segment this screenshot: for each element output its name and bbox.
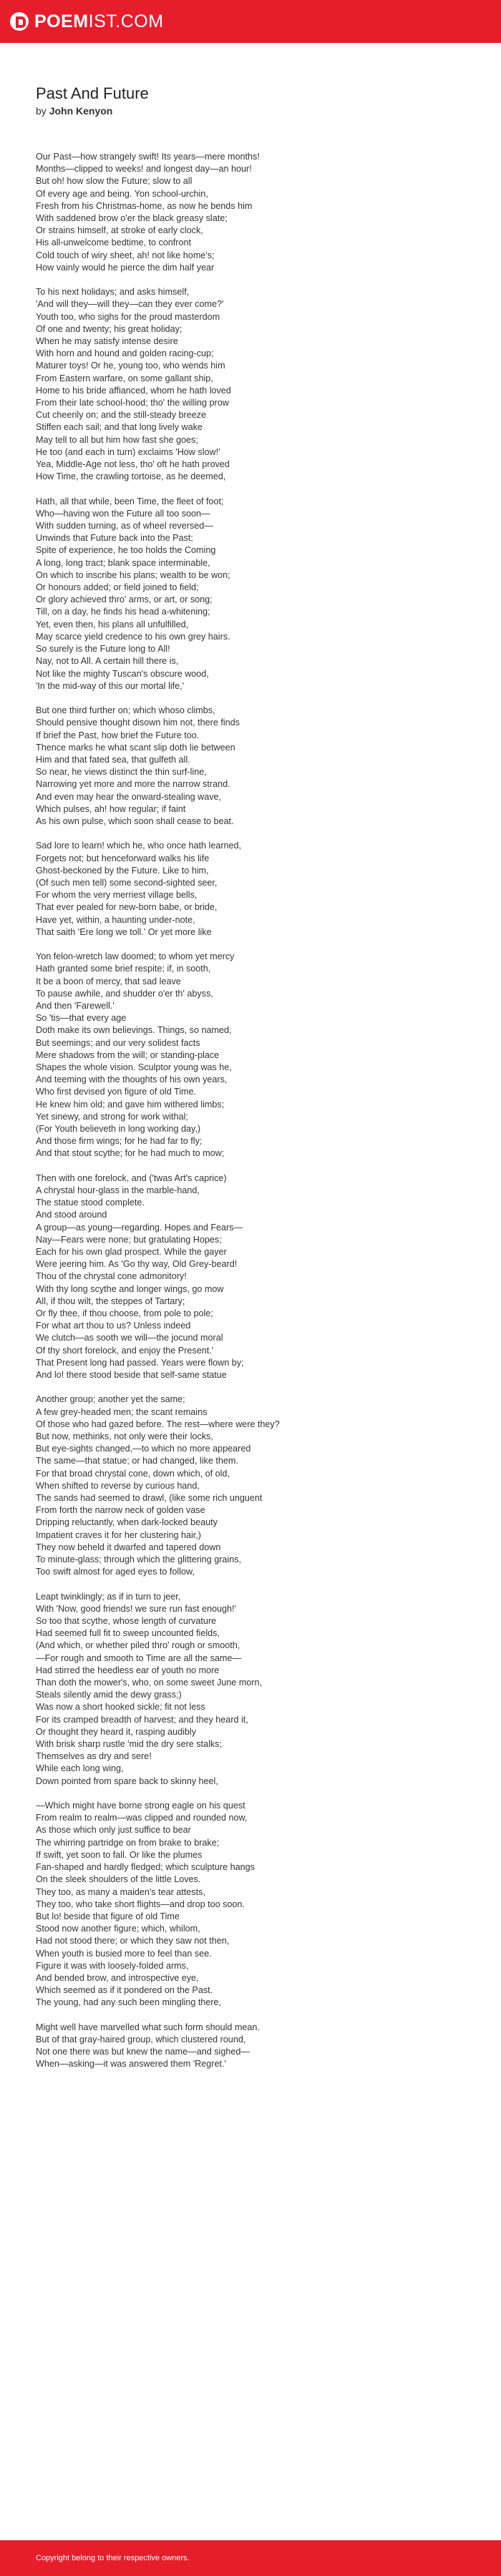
poem-body <box>36 151 472 2071</box>
poem-page <box>0 43 501 2540</box>
poem-line: With 'Now, good friends! we sure run fast enough!' <box>36 1603 236 1614</box>
poem-stanza <box>36 951 472 1160</box>
poem-line: A long, long tract; blank space interminable, <box>36 557 210 568</box>
poem-line: And that stout scythe; for he had much to mow; <box>36 1148 225 1159</box>
poem-line: Mere shadows from the will; or standing-place <box>36 1049 220 1060</box>
by-label: by <box>36 105 47 117</box>
poem-line: Of one and twenty; his great holiday; <box>36 323 183 334</box>
poem-line: For what art thou to us? Unless indeed <box>36 1321 191 1331</box>
poem-line: Was now a short hooked sickle; fit not less <box>36 1702 205 1713</box>
poem-line: From realm to realm—was clipped and rounded now, <box>36 1813 248 1823</box>
poem-line: —Which might have borne strong eagle on his quest <box>36 1801 245 1811</box>
poem-line: Cold touch of wiry sheet, ah! not like home's; <box>36 250 215 260</box>
copyright-text: Copyright belong to their respective owners. <box>36 2554 190 2562</box>
poem-line: Ghost-beckoned by the Future. Like to him, <box>36 865 209 876</box>
poem-line: Our Past—how strangely swift! Its years—mere months! <box>36 152 260 162</box>
poem-line: From forth the narrow neck of golden vase <box>36 1505 205 1516</box>
poem-line: Yet sinewy, and strong for work withal; <box>36 1111 188 1122</box>
poem-line: With saddened brow o'er the black greasy slate; <box>36 213 228 224</box>
poem-line: When he may satisfy intense desire <box>36 336 178 347</box>
poem-line: Not like the mighty Tuscan's obscure wood, <box>36 668 209 679</box>
poem-line: To pause awhile, and shudder o'er th' abyss, <box>36 988 213 999</box>
poem-line: On the sleek shoulders of the little Loves. <box>36 1874 201 1885</box>
poem-line: But now, methinks, not only were their locks, <box>36 1431 213 1442</box>
poem-line: Maturer toys! Or he, young too, who wends him <box>36 361 225 371</box>
poem-stanza <box>36 151 472 274</box>
poem-line: Forgets not; but henceforward walks his life <box>36 853 210 863</box>
poem-line: But of that gray-haired group, which clustered round, <box>36 2034 246 2044</box>
poem-line: And then 'Farewell.' <box>36 1000 115 1011</box>
poem-line: The whirring partridge on from brake to brake; <box>36 1837 220 1848</box>
poem-line: To minute-glass; through which the glittering grains, <box>36 1554 242 1565</box>
poem-line: Spite of experience, he too holds the Coming <box>36 545 216 556</box>
poem-stanza <box>36 1800 472 2009</box>
poem-line: Hath granted some brief respite; if, in sooth, <box>36 964 211 974</box>
poem-line: From Eastern warfare, on some gallant ship, <box>36 373 213 383</box>
poem-line: Figure it was with loosely-folded arms, <box>36 1960 189 1971</box>
poem-line: When shifted to reverse by curious hand, <box>36 1480 200 1491</box>
poem-line: Home to his bride affianced, whom he hath loved <box>36 385 231 396</box>
poem-line: How Time, the crawling tortoise, as he deemed, <box>36 471 226 482</box>
poem-line: (For Youth believeth in long working day,) <box>36 1123 201 1134</box>
poem-line: While each long wing, <box>36 1763 124 1774</box>
poem-line: So too that scythe, whose length of curvature <box>36 1616 217 1627</box>
poem-stanza <box>36 2022 472 2071</box>
poem-line: And even may hear the onward-stealing wave, <box>36 791 222 802</box>
poem-line: May scarce yield credence to his own grey hairs. <box>36 631 230 642</box>
poem-stanza <box>36 1172 472 1381</box>
poem-line: And bended brow, and introspective eye, <box>36 1972 199 1983</box>
poem-line: Yon felon-wretch law doomed; to whom yet mercy <box>36 951 235 962</box>
poem-line: That ever pealed for new-born babe, or bride, <box>36 902 218 913</box>
poem-line: Might well have marvelled what such form should mean. <box>36 2022 260 2032</box>
poem-line: That saith 'Ere long we toll.' Or yet more like <box>36 926 212 937</box>
poem-line: They now beheld it dwarfed and tapered down <box>36 1542 221 1552</box>
poem-line: They too, who take short flights—and drop too soon. <box>36 1899 245 1909</box>
poem-line: But eye-sights changed,—to which no more appeared <box>36 1444 251 1454</box>
poem-line: With brisk sharp rustle 'mid the dry sere stalks; <box>36 1739 222 1750</box>
poem-stanza <box>36 840 472 939</box>
poem-line: A chrystal hour-glass in the marble-hand, <box>36 1185 200 1195</box>
poem-line: Impatient craves it for her clustering hair,) <box>36 1529 201 1540</box>
poem-line: Dripping reluctantly, when dark-locked beauty <box>36 1517 218 1528</box>
poem-line: Of those who had gazed before. The rest—where were they? <box>36 1419 280 1429</box>
poem-line: Leapt twinklingly; as if in turn to jeer, <box>36 1591 181 1602</box>
poem-line: Were jeering him. As 'Go thy way, Old Grey-beard! <box>36 1259 238 1270</box>
poem-line: Each for his own glad prospect. While the gayer <box>36 1246 227 1257</box>
poem-line: How vainly would he pierce the dim half year <box>36 262 215 273</box>
poem-line: Hath, all that while, been Time, the fleet of foot; <box>36 496 224 506</box>
poem-line: Unwinds that Future back into the Past; <box>36 533 193 544</box>
poem-line: With horn and hound and golden racing-cup; <box>36 348 214 359</box>
poem-line: Down pointed from spare back to skinny heel, <box>36 1776 218 1786</box>
poem-line: They too, as many a maiden's tear attests, <box>36 1886 205 1897</box>
poem-line: Then with one forelock, and ('twas Art's caprice) <box>36 1172 227 1183</box>
poem-line: Too swift almost for aged eyes to follow, <box>36 1567 195 1577</box>
poem-line: Fresh from his Christmas-home, as now he bends him <box>36 200 253 211</box>
poem-line: That Present long had passed. Years were flown by; <box>36 1357 244 1368</box>
poem-line: Who—having won the Future all too soon— <box>36 508 210 519</box>
site-logo[interactable] <box>10 11 164 32</box>
poem-line: Narrowing yet more and more the narrow strand. <box>36 779 230 790</box>
poem-line: With sudden turning, as of wheel reversed— <box>36 521 213 532</box>
poem-line: Thence marks he what scant slip doth lie between <box>36 742 235 753</box>
poemist-logo-icon <box>10 12 29 31</box>
poem-stanza <box>36 496 472 692</box>
poem-line: Yea, Middle-Age not less, tho' oft he hath proved <box>36 459 230 470</box>
poem-line: Stood now another figure; which, whilom, <box>36 1924 200 1934</box>
poem-line: So near, he views distinct the thin surf-line, <box>36 767 207 778</box>
poem-line: Or honours added; or field joined to field; <box>36 582 199 593</box>
poem-line: Should pensive thought disown him not, there finds <box>36 718 240 728</box>
poem-line: Doth make its own believings. Things, so named, <box>36 1025 232 1036</box>
poem-line: The same—that statue; or had changed, like them. <box>36 1456 238 1466</box>
poem-line: But one third further on; which whoso climbs, <box>36 705 215 716</box>
site-footer <box>0 2540 501 2576</box>
poem-byline <box>36 105 472 117</box>
author-name[interactable]: John Kenyon <box>49 105 113 117</box>
logo-text-light: IST.COM <box>88 11 164 31</box>
poem-line: The statue stood complete. <box>36 1198 145 1208</box>
poem-title: Past And Future <box>36 84 149 102</box>
poem-line: If brief the Past, how brief the Future too. <box>36 730 200 740</box>
poem-line: —For rough and smooth to Time are all the same— <box>36 1652 241 1663</box>
poem-line: And stood around <box>36 1210 107 1220</box>
poem-line: With thy long scythe and longer wings, go mow <box>36 1283 224 1294</box>
poem-line: And those firm wings; for he had far to fly; <box>36 1136 203 1147</box>
poem-line: Had stirred the heedless ear of youth no more <box>36 1665 220 1675</box>
poem-stanza <box>36 705 472 828</box>
poem-line: When youth is busied more to feel than see. <box>36 1948 212 1959</box>
poem-line: To his next holidays; and asks himself, <box>36 287 190 298</box>
poem-line: Or thought they heard it, rasping audibly <box>36 1726 197 1737</box>
poem-line: Themselves as dry and sere! <box>36 1751 152 1762</box>
poem-line: All, if thou wilt, the steppes of Tartary; <box>36 1296 185 1306</box>
poem-line: It be a boon of mercy, that sad leave <box>36 976 181 986</box>
poem-line: Or fly thee, if thou choose, from pole to pole; <box>36 1308 213 1318</box>
poem-stanza <box>36 1394 472 1578</box>
poem-line: So 'tis—that every age <box>36 1013 127 1024</box>
poem-line: When—asking—it was answered them 'Regret.' <box>36 2059 226 2070</box>
poem-stanza <box>36 286 472 483</box>
poem-line: If swift, yet soon to fall. Or like the plumes <box>36 1849 203 1860</box>
poem-line: 'In the mid-way of this our mortal life,' <box>36 680 185 691</box>
poem-line: Months—clipped to weeks! and longest day—an hour! <box>36 164 252 175</box>
poem-line: (Of such men tell) some second-sighted seer, <box>36 877 218 888</box>
poem-line: The sands had seemed to drawl, (like some rich unguent <box>36 1493 263 1504</box>
logo-text <box>34 11 164 32</box>
poem-line: On which to inscribe his plans; wealth to be won; <box>36 569 230 580</box>
poem-line: Thou of the chrystal cone admonitory! <box>36 1271 187 1282</box>
site-header <box>0 0 501 43</box>
poem-line: (And which, or whether piled thro' rough or smooth, <box>36 1640 240 1651</box>
poem-line: Not one there was but knew the name—and sighed— <box>36 2047 250 2057</box>
poem-line: But seemings; and our very solidest facts <box>36 1037 200 1048</box>
poem-line: For that broad chrystal cone, down which, of old, <box>36 1468 230 1479</box>
poem-line: As his own pulse, which soon shall cease to beat. <box>36 816 234 826</box>
poem-line: Had not stood there; or which they saw not then, <box>36 1936 230 1946</box>
poem-line: His all-unwelcome bedtime, to confront <box>36 237 191 248</box>
poem-line: Than doth the mower's, who, on some sweet June morn, <box>36 1678 263 1688</box>
poem-line: He knew him old; and gave him withered limbs; <box>36 1099 225 1110</box>
poem-line: Another group; another yet the same; <box>36 1394 185 1405</box>
poem-line: Shapes the whole vision. Sculptor young was he, <box>36 1062 232 1072</box>
poem-line: A few grey-headed men; the scant remains <box>36 1406 208 1417</box>
poem-line: And teeming with the thoughts of his own years, <box>36 1074 228 1085</box>
poem-line: Which pulses, ah! how regular; if faint <box>36 803 186 814</box>
poem-line: A group—as young—regarding. Hopes and Fears— <box>36 1222 243 1233</box>
poem-line: Which seemed as if it pondered on the Past. <box>36 1985 213 1996</box>
poem-line: And lo! there stood beside that self-same statue <box>36 1370 227 1381</box>
poem-line: Or glory achieved thro' arms, or art, or song; <box>36 594 213 605</box>
poem-line: Sad lore to learn! which he, who once hath learned, <box>36 841 242 851</box>
poem-line: For its cramped breadth of harvest; and they heard it, <box>36 1714 248 1725</box>
poem-line: Fan-shaped and hardly fledged; which sculpture hangs <box>36 1862 255 1873</box>
poem-line: Stiffen each sail; and that long lively wake <box>36 422 203 433</box>
poem-line: Of every age and being. Yon school-urchin, <box>36 188 208 199</box>
poem-line: Or strains himself, at stroke of early clock, <box>36 225 203 236</box>
poem-line: The young, had any such been mingling there, <box>36 1997 222 2008</box>
poem-line: Cut cheerily on; and the still-steady breeze <box>36 410 207 421</box>
poem-line: He too (and each in turn) exclaims 'How slow!' <box>36 446 220 457</box>
logo-text-bold: POEM <box>34 11 89 31</box>
poem-line: Had seemed full fit to sweep uncounted fields, <box>36 1628 220 1639</box>
poem-line: Who first devised yon figure of old Time. <box>36 1087 196 1097</box>
poem-line: 'And will they—will they—can they ever come?' <box>36 299 224 310</box>
poem-line: Him and that fated sea, that gulfeth all. <box>36 754 190 765</box>
poem-line: As those which only just suffice to bear <box>36 1825 191 1836</box>
poem-line: But oh! how slow the Future; slow to all <box>36 176 193 187</box>
poem-line: Yet, even then, his plans all unfulfilled, <box>36 619 189 630</box>
poem-line: May tell to all but him how fast she goes; <box>36 434 198 445</box>
poem-line: So surely is the Future long to All! <box>36 644 170 655</box>
poem-line: Nay—Fears were none; but gratulating Hopes; <box>36 1234 222 1245</box>
poem-line: Of thy short forelock, and enjoy the Present.' <box>36 1345 214 1356</box>
poem-line: We clutch—as sooth we will—the jocund moral <box>36 1333 223 1343</box>
poem-line: Till, on a day, he finds his head a-whitening; <box>36 607 210 617</box>
poem-line: But lo! beside that figure of old Time <box>36 1911 180 1921</box>
poem-line: For whom the very merriest village bells, <box>36 890 198 901</box>
poem-line: From their late school-hood; tho' the willing prow <box>36 398 229 408</box>
poem-stanza <box>36 1591 472 1788</box>
poem-line: Nay, not to All. A certain hill there is, <box>36 656 179 667</box>
poem-line: Steals silently amid the dewy grass;) <box>36 1690 182 1700</box>
poem-line: Youth too, who sighs for the proud masterdom <box>36 311 220 322</box>
poem-line: Have yet, within, a haunting under-note, <box>36 914 195 925</box>
